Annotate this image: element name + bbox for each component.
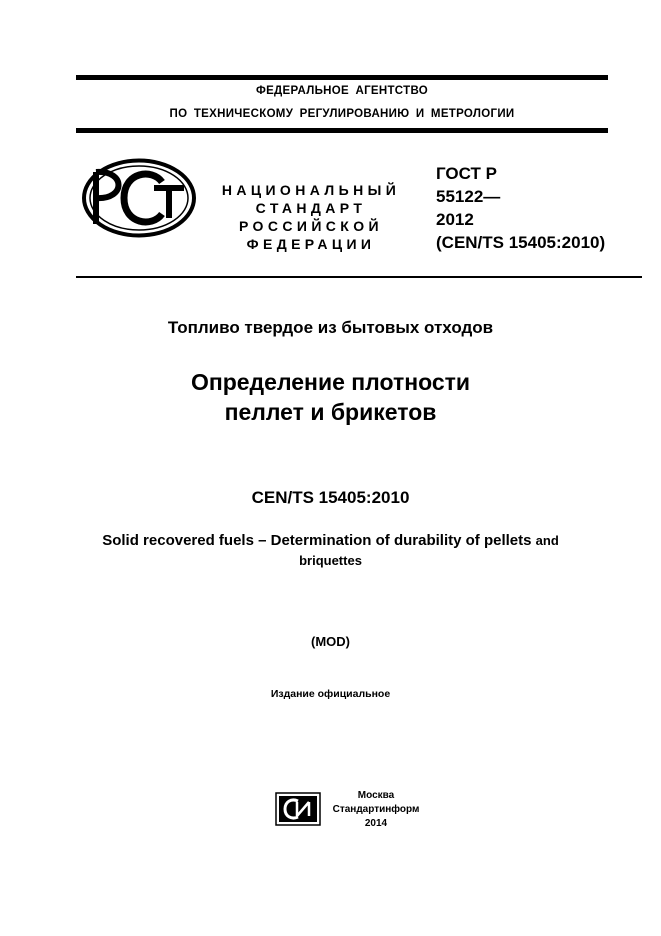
- header-bottom-rule: [76, 128, 608, 133]
- gost-line-1: ГОСТ Р: [436, 164, 497, 183]
- publisher-name: Стандартинформ: [332, 804, 420, 815]
- national-line-1: НАЦИОНАЛЬНЫЙ: [221, 182, 401, 198]
- cen-code: CEN/TS 15405:2010: [251, 488, 410, 507]
- national-line-2: СТАНДАРТ: [255, 200, 367, 216]
- document-subtitle: Топливо твердое из бытовых отходов: [167, 318, 494, 337]
- gost-line-3: 2012: [436, 210, 474, 229]
- document-title-line-2: пеллет и брикетов: [224, 399, 437, 425]
- standartinform-logo-icon: [275, 789, 321, 829]
- english-title-main: Solid recovered fuels – Determination of durability of pellets: [102, 532, 532, 549]
- rst-logo-icon: [82, 158, 197, 238]
- publisher-city: Москва: [357, 790, 395, 801]
- edition-label: Издание официальное: [270, 688, 391, 700]
- agency-line-2: ПО ТЕХНИЧЕСКОМУ РЕГУЛИРОВАНИЮ И МЕТРОЛОГИИ: [169, 108, 515, 120]
- gost-line-2: 55122—: [436, 187, 501, 206]
- standard-block-bottom-rule: [76, 276, 642, 278]
- agency-line-1: ФЕДЕРАЛЬНОЕ АГЕНТСТВО: [255, 85, 429, 97]
- english-title-line-2: briquettes: [299, 553, 362, 568]
- gost-line-4: (CEN/TS 15405:2010): [436, 233, 606, 252]
- rst-logo: [82, 158, 197, 238]
- standartinform-logo: [275, 789, 321, 829]
- top-thick-rule: [76, 75, 608, 80]
- document-title-line-1: Определение плотности: [190, 369, 471, 395]
- mod-label: (MOD): [311, 634, 350, 649]
- english-title-tail: and: [535, 533, 559, 548]
- national-line-4: ФЕДЕРАЦИИ: [246, 236, 376, 252]
- national-line-3: РОССИЙСКОЙ: [239, 218, 383, 234]
- publisher-year: 2014: [364, 818, 388, 829]
- english-title-line-1: [0, 532, 661, 549]
